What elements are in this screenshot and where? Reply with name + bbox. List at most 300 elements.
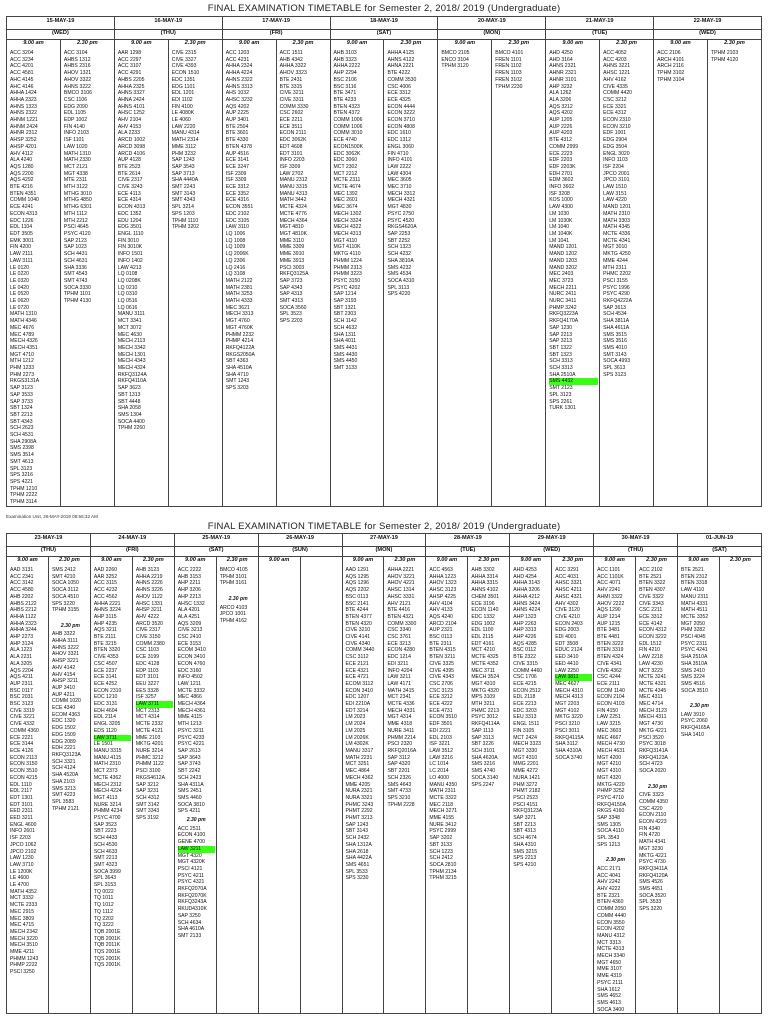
- course-code: LM 4302K: [345, 741, 369, 748]
- course-code: RKGS2050A: [225, 351, 255, 358]
- course-code: CSC 4507: [93, 660, 118, 667]
- course-code: SHA 3112: [555, 741, 578, 748]
- time-pm-label: [300, 557, 342, 568]
- course-code: PHM 3272: [513, 781, 538, 788]
- course-code: ECON 3510: [429, 714, 457, 721]
- course-code: CIVE 3323: [639, 792, 664, 799]
- course-code: PSYC 2999: [429, 828, 456, 835]
- course-code: EDT 4608: [279, 143, 303, 150]
- course-code: SBT 2303: [333, 311, 357, 318]
- course-code: LM 2023: [345, 714, 366, 721]
- course-code: MAND 1202: [549, 251, 577, 258]
- course-code: RKFQ3125A: [279, 271, 309, 278]
- course-code: SAP 1023: [63, 244, 87, 251]
- course-code: MATH 3442: [279, 197, 307, 204]
- course-code: ECON 2310: [93, 687, 122, 694]
- course-code: BSC 0113: [429, 634, 453, 641]
- course-code: ECE 3141: [93, 674, 118, 681]
- course-code: MEC 3674: [333, 204, 358, 211]
- course-code: MGT 4110: [333, 237, 358, 244]
- course-code: SMS 4232: [387, 264, 412, 271]
- course-code: LE 0320: [10, 277, 29, 284]
- course-code: EDI 2221: [429, 727, 451, 734]
- course-code: SMS 2451: [177, 788, 202, 795]
- course-code: SMS 2398: [10, 445, 34, 452]
- course-code: EDF 2203: [549, 157, 573, 164]
- course-code: MATH 4352: [10, 888, 37, 895]
- course-code: LE 4080K: [171, 110, 195, 117]
- course-code: PHMM 4234: [93, 808, 123, 815]
- course-code: ECON 2111: [279, 130, 307, 137]
- course-code: EDC 1351: [171, 76, 196, 83]
- course-code: MGT 4310: [513, 754, 538, 761]
- course-code: BTEN 4372: [333, 110, 360, 117]
- course-code: LM 1040K: [549, 230, 573, 237]
- course-code: ENGL 1110: [117, 230, 144, 237]
- course-code: ENGL 3205: [93, 721, 121, 728]
- course-code: EDH 2221: [51, 745, 76, 752]
- course-code: ECE 4241: [10, 204, 34, 211]
- course-code: ECON 4808: [387, 123, 415, 130]
- course-code: SAP 1214: [333, 291, 357, 298]
- course-code: AQS 1280: [10, 163, 34, 170]
- course-code: ALA 2231: [10, 654, 33, 661]
- course-code: MANU 4115: [93, 754, 122, 761]
- course-code: SPS 3230: [345, 875, 369, 882]
- course-code: MECH 4351: [10, 344, 38, 351]
- course-code: MME 4211: [10, 949, 35, 956]
- time-am-label: 9.00 am: [594, 557, 636, 568]
- course-code: LAW 3811: [555, 674, 592, 681]
- course-list: [708, 50, 761, 63]
- course-code: ECON 4202: [597, 926, 625, 933]
- course-code: FIN 4150: [597, 707, 619, 714]
- course-code: AAD 3131: [10, 567, 34, 573]
- date-header: 25-MAY-19: [174, 534, 258, 547]
- course-code: COMM 1020: [51, 698, 81, 705]
- course-code: COMM 4360: [10, 727, 39, 734]
- course-code: PHMM 2313: [333, 264, 362, 271]
- course-code: AHSC 1314: [387, 587, 415, 594]
- course-code: RKUD4310K: [177, 906, 207, 913]
- course-column-am: [90, 567, 132, 1014]
- course-code: LAW 2218: [639, 654, 663, 661]
- course-code: FREN 1103: [495, 70, 522, 77]
- course-code: NURA 2321: [345, 788, 373, 795]
- time-am-label: 9.00 am: [114, 40, 168, 51]
- course-code: TPHM 2260: [117, 425, 146, 432]
- course-code: SPS 3220: [51, 600, 75, 607]
- course-code: AHV 4302: [555, 600, 579, 607]
- course-code: MAND 1203: [549, 257, 577, 264]
- course-code: EES 3328: [135, 687, 159, 694]
- course-code: PHMT 2292: [345, 808, 373, 815]
- course-code: AHSC 3232: [225, 96, 253, 103]
- course-code: LE 0420: [10, 284, 29, 291]
- header-time-row: [7, 40, 762, 51]
- course-code: ALA 4240: [10, 157, 33, 164]
- course-code: LE 4700: [10, 882, 29, 889]
- day-header: (TUE): [426, 547, 510, 557]
- course-list: [492, 50, 545, 90]
- course-column-pm: [384, 50, 438, 506]
- course-code: ARCD 4106: [117, 150, 146, 157]
- course-code: MANU 4313: [279, 190, 308, 197]
- course-code: CIVE 3221: [10, 714, 35, 721]
- course-code: LAW 1020: [63, 143, 88, 150]
- course-code: SPL 3533: [345, 868, 368, 875]
- course-code: EDG 2090: [63, 103, 88, 110]
- course-code: MECH 4331: [387, 707, 416, 714]
- course-code: SHA 4510A: [225, 365, 253, 372]
- course-code: AHP 2294: [333, 70, 357, 77]
- course-code: SPL 3613: [603, 365, 626, 372]
- course-code: ACC 3204: [10, 50, 34, 56]
- course-code: ACC 4203: [603, 56, 627, 63]
- course-code: SAP 3123: [10, 385, 33, 392]
- course-code: SOCA 2020: [639, 768, 666, 775]
- course-code: SAP 3723: [279, 277, 303, 284]
- course-code: MECH 2113: [117, 338, 146, 345]
- course-code: AHNS 3222: [63, 83, 91, 90]
- course-code: AHC 4146: [10, 83, 34, 90]
- course-code: MGT 4710: [10, 351, 34, 358]
- course-code: MANU 4312: [597, 932, 625, 939]
- course-code: MGT 4760: [225, 318, 250, 325]
- course-code: EMK 3001: [10, 237, 34, 244]
- course-code: ACC 4052: [603, 50, 627, 56]
- course-code: JPCO 2102: [10, 848, 37, 855]
- course-code: PHMC 2213: [471, 707, 500, 714]
- course-code: BTE 2431: [279, 76, 303, 83]
- course-code: ACC 2102: [639, 567, 663, 573]
- course-code: MEC 4627: [555, 680, 580, 687]
- course-code: MCTE 3352: [681, 613, 709, 620]
- course-code: LAW 2220: [171, 123, 196, 130]
- course-code: AHNS 2322: [225, 76, 253, 83]
- course-code: AHV 4162: [603, 76, 627, 83]
- course-code: SAP 3202: [429, 835, 453, 842]
- course-code: AUP 3410: [51, 684, 76, 691]
- day-header: (THU): [114, 30, 222, 40]
- course-code: LAW 4220: [603, 197, 627, 204]
- course-code: NURE 3214: [135, 747, 163, 754]
- course-code: MCT 3072: [117, 324, 142, 331]
- course-code: TQ 0022: [93, 888, 114, 895]
- course-code: MECH 4324: [117, 365, 146, 372]
- course-code: ISF 2203: [10, 835, 31, 842]
- course-list: [384, 567, 425, 808]
- time-am-label: 9.00 am: [174, 557, 216, 568]
- course-code: SMT 3142: [135, 801, 160, 808]
- course-column-am: [594, 567, 636, 1014]
- course-code: LAW 4230: [639, 660, 663, 667]
- course-code: SAP 2613: [177, 747, 201, 754]
- course-code: RKFQ4114A: [471, 721, 500, 728]
- course-code: LAW 2250: [555, 667, 579, 674]
- course-code: TQ 2202: [93, 915, 114, 922]
- header-day-row: [7, 30, 762, 40]
- course-code: RKFQ4222A: [603, 298, 633, 305]
- course-code: LE 0520: [10, 291, 29, 298]
- course-code: AHSP 3211: [135, 607, 162, 614]
- course-code: AHNS 3313: [225, 83, 253, 90]
- course-code: CIVE 4343: [429, 674, 455, 681]
- course-code: SPS 3220: [639, 906, 663, 913]
- course-column-pm: [600, 50, 654, 506]
- course-code: EDG 1502: [51, 725, 76, 732]
- course-code: LE 0620: [10, 298, 29, 305]
- course-code: SCH 1323: [387, 244, 411, 251]
- course-code: INFO 2103: [63, 130, 89, 137]
- course-code: SHA 2103: [51, 778, 75, 785]
- course-code: AHNS 4101: [117, 103, 145, 110]
- course-code: EED 3410: [555, 654, 579, 661]
- course-code: AUP 4128: [117, 157, 141, 164]
- course-code: SAP 3533: [10, 391, 33, 398]
- course-code: AHP 2211: [177, 580, 201, 587]
- course-code: TPHM 3102: [657, 70, 685, 77]
- course-code: AHBS 2212: [10, 607, 37, 614]
- course-column-am: [7, 50, 61, 506]
- course-code: SHA 2058: [117, 405, 141, 412]
- course-code: SHA 4520A: [51, 772, 79, 779]
- course-column-am: [510, 567, 552, 1014]
- course-code: MANU 3317: [345, 747, 374, 754]
- course-code: AHP 3115: [93, 613, 117, 620]
- course-code: SAP 3743: [177, 761, 201, 768]
- course-code: BMCO 3106: [63, 90, 92, 97]
- course-code: BMCO 2105: [441, 50, 470, 56]
- course-code: ECE 2121: [345, 660, 369, 667]
- course-code: SAP 3348: [597, 815, 620, 822]
- course-code: ECE 4316: [225, 197, 249, 204]
- course-code: LAW 1230: [10, 855, 34, 862]
- course-code: TPHM 3120: [441, 63, 469, 70]
- course-code: AHHA 3111: [51, 638, 78, 645]
- course-code: TQS 2001E: [93, 949, 121, 956]
- course-code: SOCA 3740: [555, 754, 583, 761]
- course-code: CSC 2410: [177, 634, 202, 641]
- course-code: AHP 1323: [513, 613, 537, 620]
- course-code: MME 4155: [429, 815, 455, 822]
- course-code: MTH 1213: [177, 721, 202, 728]
- course-code: MECH 3323: [513, 741, 541, 748]
- course-code: AHMI 3322: [597, 593, 623, 600]
- course-code: BTEN 3211: [429, 654, 456, 661]
- day-header: (THU): [594, 547, 678, 557]
- course-code: ACC 2297: [117, 56, 142, 63]
- course-code: SPL 3643: [93, 875, 117, 882]
- course-code: TQ 1012: [93, 902, 114, 909]
- course-code: COMM 4460: [513, 667, 543, 674]
- course-code: AHNS 3424: [513, 600, 541, 607]
- course-code: MCTE 4324: [279, 204, 307, 211]
- course-code: PHM 3282: [681, 627, 706, 634]
- course-code: MMG 2201: [513, 761, 539, 768]
- course-row: [7, 567, 762, 1014]
- course-code: AHHA 3314: [471, 573, 498, 580]
- course-code: LQ 0108: [117, 271, 138, 278]
- course-code: ECON 3710: [387, 117, 415, 124]
- course-code: SHA 2618: [345, 848, 369, 855]
- course-code: AHB 3323: [333, 56, 357, 63]
- course-code: ISF 3208: [549, 190, 570, 197]
- course-code: BTE 4222: [387, 70, 411, 77]
- course-code: AHNS 3221: [603, 63, 631, 70]
- course-code: SBT 2213: [513, 821, 536, 828]
- course-code: MGT 4310: [597, 768, 622, 775]
- course-code: SPL 3523: [279, 311, 302, 318]
- course-code: TQ 1112: [93, 908, 113, 915]
- course-code: TPHM 2228: [387, 801, 415, 808]
- time-pm-label: 2.30 pm: [552, 557, 594, 568]
- course-code: SPS 4210: [513, 861, 537, 868]
- course-list: [7, 567, 48, 976]
- course-code: LAW 3215: [597, 721, 621, 728]
- course-code: LQ 2006K: [225, 251, 249, 258]
- course-code: MCTE 4121: [135, 727, 163, 734]
- course-code: COMM 2380: [135, 640, 165, 647]
- course-code: FIN 4340: [639, 825, 661, 832]
- course-code: INFO 1402: [117, 257, 143, 264]
- course-code: ECON1500K: [333, 143, 363, 150]
- course-code: MECH 4313: [555, 694, 583, 701]
- course-code: MATH 2381: [225, 284, 253, 291]
- course-code: MME 3110: [279, 237, 304, 244]
- course-column-pm: [636, 567, 678, 1014]
- course-code: SMT 2213: [93, 855, 118, 862]
- course-code: EDM 3602: [549, 177, 574, 184]
- course-code: MCTE 4776: [279, 210, 307, 217]
- course-code: RKFQ2070A: [177, 886, 207, 893]
- course-code: RKFQ4170A: [549, 318, 579, 325]
- course-code: COMM 3010: [333, 130, 363, 137]
- course-code: LE 1501: [93, 741, 113, 748]
- course-code: SMS 4643: [387, 781, 412, 788]
- course-code: MEC 3710: [387, 184, 412, 191]
- course-code: RKFQ4123A: [639, 754, 668, 761]
- course-code: CIVE 3319: [10, 707, 35, 714]
- course-code: PSCI 4045: [681, 634, 706, 641]
- course-code: ECON 2310: [603, 117, 631, 124]
- course-code: LE 4060: [171, 117, 191, 124]
- course-code: AQS 4240: [429, 613, 453, 620]
- course-code: AHV 2121: [387, 600, 411, 607]
- course-code: ECON 4312: [639, 627, 667, 634]
- course-code: MECH 4322: [333, 224, 362, 231]
- course-code: MME 2103: [135, 734, 161, 741]
- course-code: PSYC 3018: [639, 741, 666, 748]
- course-code: MCT 3341: [117, 318, 142, 325]
- course-code: SPS 3216: [10, 472, 33, 479]
- course-code: TPHM 1110: [171, 217, 199, 224]
- course-code: ARCH 2116: [657, 63, 684, 70]
- time-am-label: 9.00 am: [438, 40, 492, 51]
- course-code: AQS 4285: [513, 640, 537, 647]
- course-code: AHSC 3321: [555, 580, 583, 587]
- course-code: CSC 2211: [639, 607, 663, 614]
- course-code: AHNS 2226: [135, 580, 163, 587]
- course-code: AQS 4202: [225, 103, 250, 110]
- course-code: MKTG 4320: [471, 687, 499, 694]
- course-code: LAW 3710: [10, 861, 34, 868]
- time-am-label: 9.00 am: [342, 557, 384, 568]
- course-code: BSC 0117: [10, 687, 33, 694]
- course-code: LE 0220: [10, 271, 29, 278]
- course-code: TQ 3222: [93, 922, 114, 929]
- course-code: MME 3309: [279, 244, 305, 251]
- course-code: MCTE 4321: [639, 680, 667, 687]
- course-code: SAP 3193: [333, 298, 357, 305]
- day-header: (SAT): [678, 547, 762, 557]
- course-column-am: [258, 567, 300, 1014]
- course-code: EDC 1352: [117, 210, 142, 217]
- course-code: AHNS 4224: [513, 607, 541, 614]
- course-code: COMM 4350: [639, 798, 668, 805]
- course-code: ISF 3257: [135, 694, 157, 701]
- course-code: LM 1030: [549, 210, 570, 217]
- course-code: ECE 4314: [117, 197, 142, 204]
- course-column-pm: [300, 567, 342, 1014]
- course-code: LAW 2702: [279, 170, 304, 177]
- course-code: MECH 4631: [597, 747, 625, 754]
- course-code: CIVE 3311: [279, 96, 304, 103]
- course-code: AQS 4292: [10, 177, 34, 184]
- course-code: ALA 4251: [177, 613, 200, 620]
- course-code: PHMM 1243: [10, 955, 39, 962]
- course-code: MECH 4321: [387, 197, 416, 204]
- course-code: ECOM 3112: [345, 680, 374, 687]
- course-code: ENGL 4600: [10, 821, 37, 828]
- course-code: PSYC 3211: [177, 727, 204, 734]
- course-code: LAW 2111: [10, 251, 33, 258]
- course-code: ISF 3309: [279, 163, 301, 170]
- course-code: SBT 1321: [333, 304, 357, 311]
- course-column-pm: [48, 567, 90, 1014]
- course-code: ECON 4760: [177, 660, 206, 667]
- course-code: MTH 1212: [10, 358, 34, 365]
- course-code: LC 2014: [429, 768, 449, 775]
- course-code: LAW 3211: [178, 846, 215, 853]
- course-column-am: [114, 50, 168, 506]
- time-sub-label: 2.30 pm: [606, 857, 626, 864]
- course-code: SMS 4651: [639, 886, 663, 893]
- course-code: MECH 4343: [117, 358, 146, 365]
- course-code: RKFQ4115A: [555, 734, 584, 741]
- course-code: AUP 4211: [51, 691, 75, 698]
- course-code: MECH 4364: [177, 701, 206, 708]
- course-code: PSYC 3150: [333, 277, 361, 284]
- header-date-row: [7, 17, 762, 30]
- course-code: MCT 4314: [135, 714, 160, 721]
- course-code: SOCA 4510: [51, 593, 79, 600]
- course-code: ECON 4103: [597, 701, 625, 708]
- course-code: AHB 3302: [471, 567, 495, 573]
- course-code: ECON 4223: [639, 819, 667, 826]
- course-code: MCT 3223: [639, 667, 663, 674]
- course-code: COMM 1006: [333, 117, 363, 124]
- course-code: TQB 2001K: [93, 935, 121, 942]
- course-code: AHHA 4125: [387, 50, 415, 56]
- course-code: SOCA 4110: [597, 828, 624, 835]
- course-code: SCH 2432: [345, 835, 370, 842]
- course-code: MKTG 3220: [555, 714, 583, 721]
- course-code: BTEN 4324: [597, 654, 624, 661]
- course-code: LQ 0310: [117, 291, 138, 298]
- course-code: MANU 3315: [93, 747, 122, 754]
- course-code: COMM 3440: [345, 647, 375, 654]
